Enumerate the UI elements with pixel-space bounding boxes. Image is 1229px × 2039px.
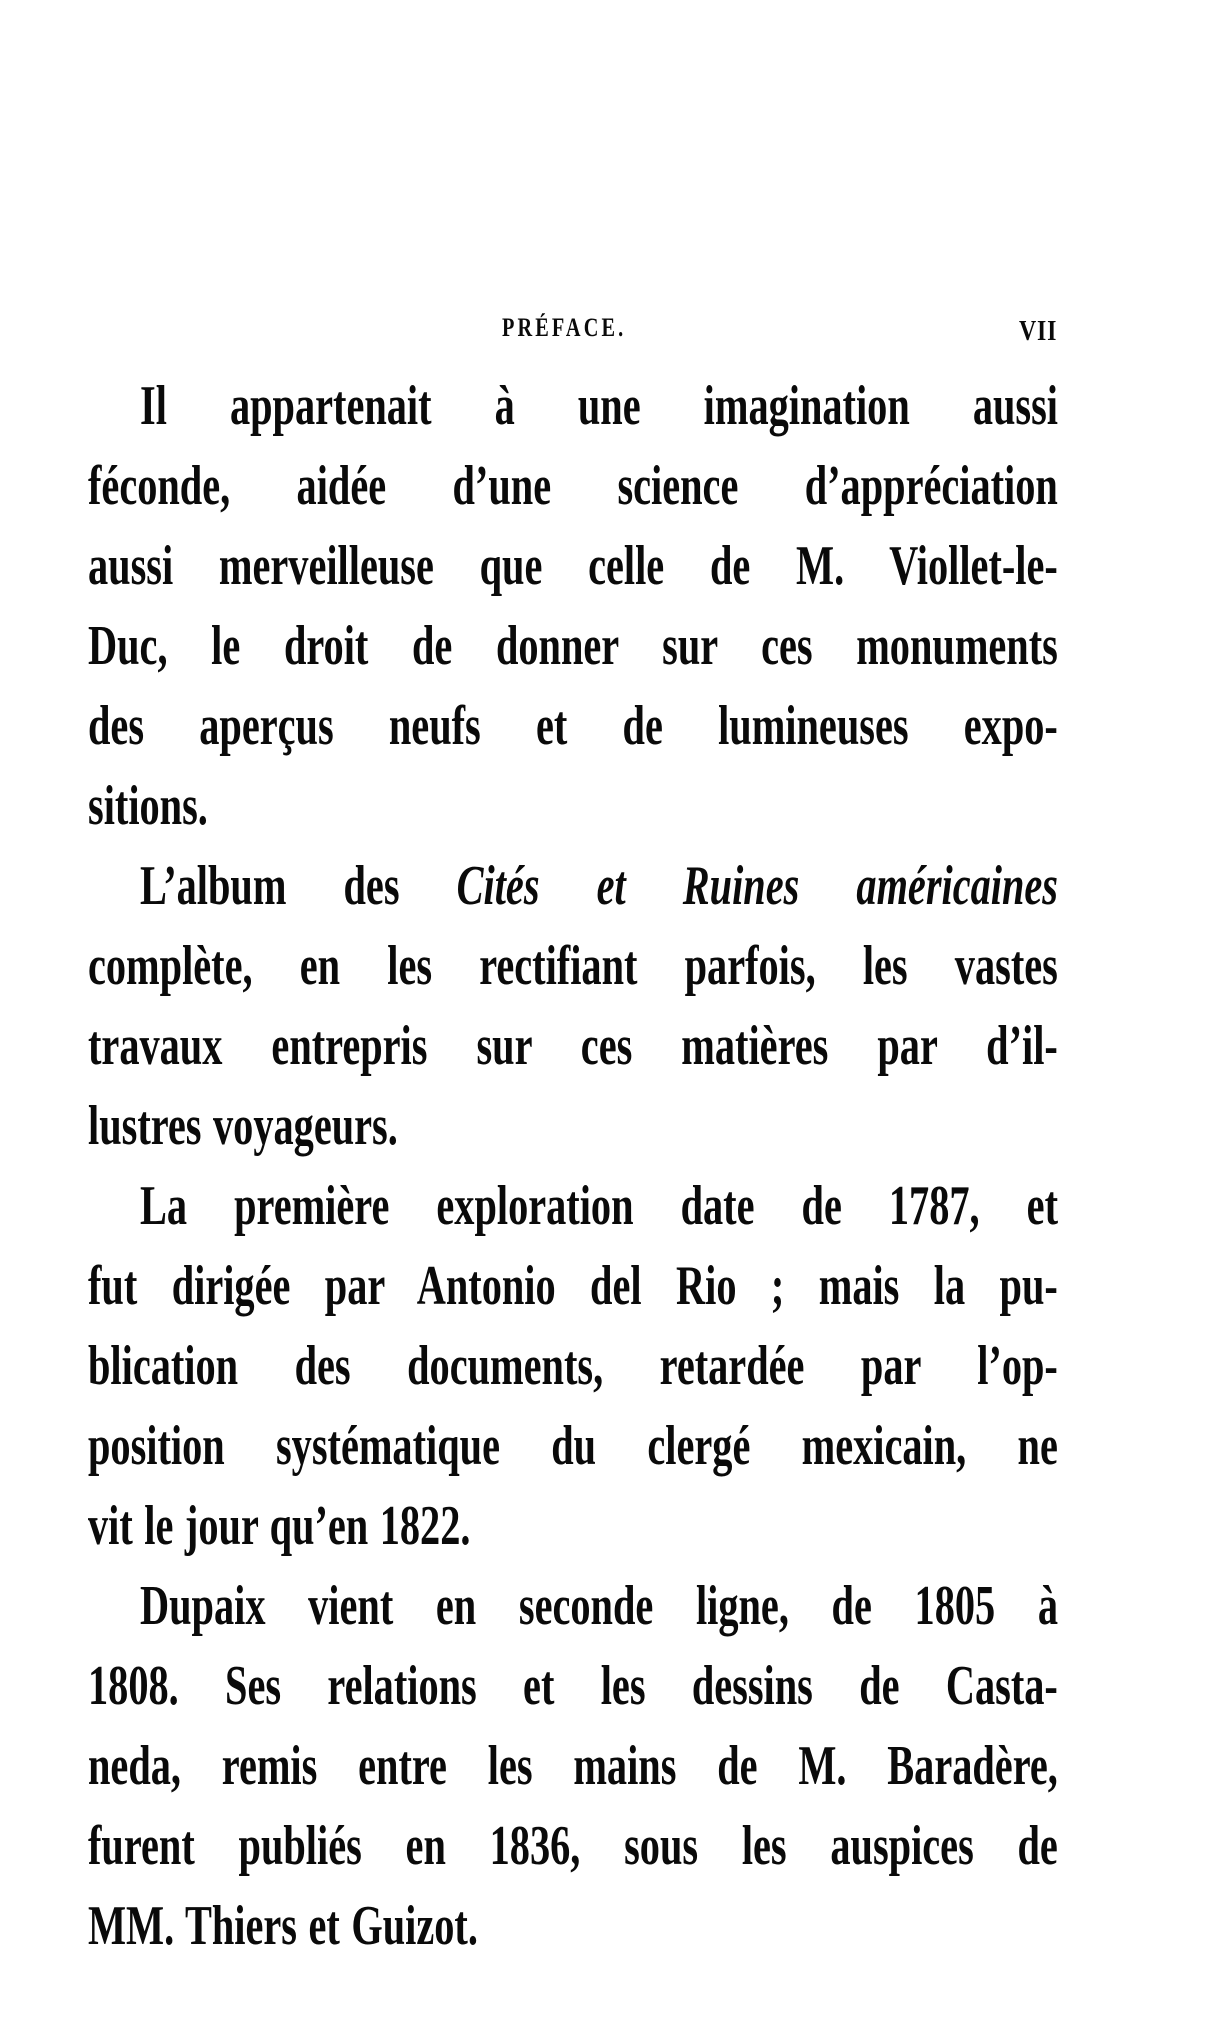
text-line: aussi merveilleuse que celle de M. Viollet-le- (88, 535, 1058, 597)
text-line: La première exploration date de 1787, et (140, 1175, 1058, 1237)
text-line: féconde, aidée d’une science d’appréciation (88, 455, 1058, 517)
text-line (140, 855, 1059, 917)
text-line: fut dirigée par Antonio del Rio ; mais la pu- (88, 1255, 1058, 1317)
text-line: MM. Thiers et Guizot. (88, 1895, 478, 1957)
text-line: blication des documents, retardée par l’op- (88, 1335, 1058, 1397)
page-number: VII (1019, 316, 1058, 347)
text-line: neda, remis entre les mains de M. Baradère, (88, 1735, 1058, 1797)
text-line: lustres voyageurs. (88, 1095, 398, 1157)
text-line: complète, en les rectifiant parfois, les vastes (88, 935, 1058, 997)
text-line: 1808. Ses relations et les dessins de Casta- (88, 1655, 1058, 1717)
text-line: vit le jour qu’en 1822. (88, 1495, 471, 1557)
text-line: travaux entrepris sur ces matières par d’il- (88, 1015, 1058, 1077)
text-line: sitions. (88, 775, 208, 837)
text-line: des aperçus neufs et de lumineuses expo- (88, 695, 1058, 757)
text-line: Dupaix vient en seconde ligne, de 1805 à (140, 1575, 1058, 1637)
text-line: Duc, le droit de donner sur ces monuments (88, 615, 1058, 677)
text-line: furent publiés en 1836, sous les auspices de (88, 1815, 1058, 1877)
book-title-italic: Cités et Ruines américaines (456, 855, 1059, 917)
text-run: L’album des (140, 855, 457, 917)
running-title: PRÉFACE. (502, 313, 627, 342)
text-line: position systématique du clergé mexicain, ne (88, 1415, 1058, 1477)
text-line: Il appartenait à une imagination aussi (140, 375, 1058, 437)
